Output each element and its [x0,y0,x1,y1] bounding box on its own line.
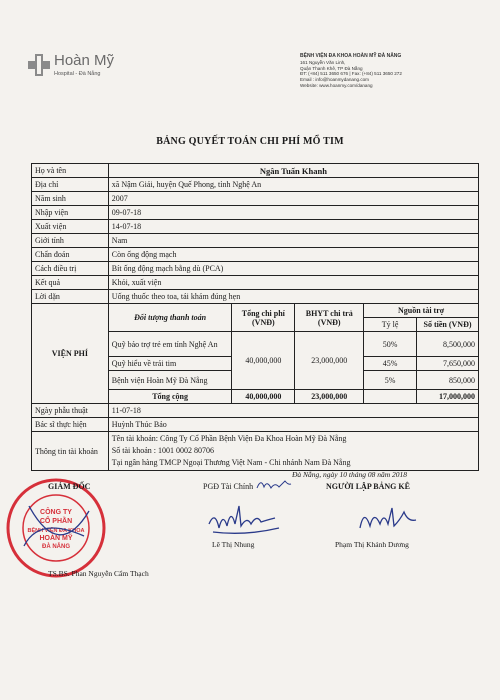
table-row [32,164,479,178]
treatment-label: Cách điều trị [32,262,109,276]
surgery-date: 11-07-18 [108,404,478,418]
table-row [32,220,479,234]
result: Khỏi, xuất viện [108,276,478,290]
col-rate-header: Tỷ lệ [364,318,417,332]
director-role: GIÁM ĐỐC [48,482,91,491]
birth-label: Năm sinh [32,192,109,206]
col-amount-header: Số tiền (VNĐ) [417,318,479,332]
address-line: BỆNH VIỆN ĐA KHOA HOÀN MỸ ĐÀ NẴNG [300,53,402,59]
table-row [32,262,479,276]
finance-name: Lê Thị Nhung [212,540,255,549]
table-row [32,418,479,432]
funding-rate: 5% [364,371,417,390]
cross-logo-icon [28,54,50,76]
result-label: Kết quả [32,276,109,290]
table-row [32,290,479,304]
patient-address: xã Nậm Giải, huyện Quế Phong, tỉnh Nghệ An [108,178,478,192]
surgery-label: Ngày phẫu thuật [32,404,109,418]
table-row [32,276,479,290]
account-number: Số tài khoản : 1001 0002 80706 [111,446,215,455]
address-line: Quận Thanh Khê, TP Đà Nẵng [300,65,363,71]
svg-text:CÔNG TY: CÔNG TY [40,509,72,516]
document-title: BẢNG QUYẾT TOÁN CHI PHÍ MỔ TIM [156,136,344,147]
total-cost: 40,000,000 [232,332,295,390]
treatment: Bít ống động mạch bằng dù (PCA) [108,262,478,276]
sum-total-cost: 40,000,000 [232,390,295,404]
col-total-header: Tổng chi phí (VNĐ) [232,304,295,332]
address-line: 161 Nguyễn Văn Linh, [300,59,346,65]
table-row [32,248,479,262]
funding-amount: 850,000 [417,371,479,390]
sum-rate-empty [364,390,417,404]
svg-text:ĐÀ NẴNG: ĐÀ NẴNG [42,544,70,550]
table-row [32,206,479,220]
sum-label: Tổng cộng [108,390,232,404]
admit-date: 09-07-18 [108,206,478,220]
sign-date: Đà Nẵng, ngày 10 tháng 08 năm 2018 [292,470,407,479]
director-name: TS.BS. Phan Nguyễn Cẩm Thạch [48,569,149,578]
advice-label: Lời dặn [32,290,109,304]
hospital-logo [28,52,148,90]
account-name: Tên tài khoản: Công Ty Cổ Phần Bệnh Viện Đa Khoa Hoàn Mỹ Đà Nẵng [111,434,347,443]
col-payer-header: Đối tượng thanh toán [108,304,232,332]
discharge-date: 14-07-18 [108,220,478,234]
finance-role: PGĐ Tài Chính [203,482,254,491]
table-row [32,234,479,248]
logo-name: Hoàn Mỹ [54,52,115,69]
settlement-table [31,163,479,471]
account-bank: Tại ngân hàng TMCP Ngoại Thương Việt Nam - Chi nhánh Nam Đà Nẵng [111,458,351,467]
account-label: Thông tin tài khoản [32,432,109,471]
gender: Nam [108,234,478,248]
payer-name: Bệnh viện Hoàn Mỹ Đà Nẵng [108,371,232,390]
preparer-role: NGƯỜI LẬP BẢNG KÊ [326,482,410,491]
table-row [32,178,479,192]
advice: Uống thuốc theo toa, tái khám đúng hẹn [108,290,478,304]
svg-text:HOÀN MỸ: HOÀN MỸ [39,535,73,542]
birth-year: 2007 [108,192,478,206]
svg-text:BỆNH VIỆN ĐA KHOA: BỆNH VIỆN ĐA KHOA [27,528,85,534]
diagnosis: Còn ống động mạch [108,248,478,262]
table-row [32,404,479,418]
account-info [108,432,478,471]
sum-funding-amount: 17,000,000 [417,390,479,404]
svg-text:CỔ PHẦN: CỔ PHẦN [39,518,73,525]
discharge-label: Xuất viện [32,220,109,234]
col-bhyt-header: BHYT chi trả (VNĐ) [295,304,364,332]
address-line: Website: www.hoanmy.com/danang [300,82,373,88]
funding-amount: 7,650,000 [417,357,479,371]
admit-label: Nhập viện [32,206,109,220]
payer-name: Quỹ bảo trợ trẻ em tỉnh Nghệ An [108,332,232,357]
funding-amount: 8,500,000 [417,332,479,357]
doctor-name: Huỳnh Thúc Bảo [108,418,478,432]
finance-initials-signature [255,476,295,492]
address-label: Địa chỉ [32,178,109,192]
col-funding-header: Nguồn tài trợ [364,304,479,318]
preparer-signature [354,502,424,534]
gender-label: Giới tính [32,234,109,248]
patient-name: Ngân Tuấn Khanh [108,164,478,178]
finance-signature [205,502,285,538]
sum-bhyt: 23,000,000 [295,390,364,404]
funding-rate: 50% [364,332,417,357]
address-line: ĐT: (+84) 511 3650 676 | Fax: (+84) 511 3650 272 [300,71,402,77]
preparer-name: Phạm Thị Khánh Dương [335,540,409,549]
address-line: Email : info@hoanmydanang.com [300,77,370,83]
name-label: Họ và tên [32,164,109,178]
hospital-address [300,54,490,89]
logo-subtitle: Hospital - Đà Nẵng [54,71,101,77]
diagnosis-label: Chẩn đoán [32,248,109,262]
bhyt-paid: 23,000,000 [295,332,364,390]
payer-name: Quỹ hiểu về trái tim [108,357,232,371]
company-stamp [4,476,108,580]
funding-rate: 45% [364,357,417,371]
table-row [32,432,479,471]
hospital-fee-label: VIỆN PHÍ [32,304,109,404]
doctor-label: Bác sĩ thực hiện [32,418,109,432]
table-row [32,192,479,206]
table-row [32,304,479,318]
